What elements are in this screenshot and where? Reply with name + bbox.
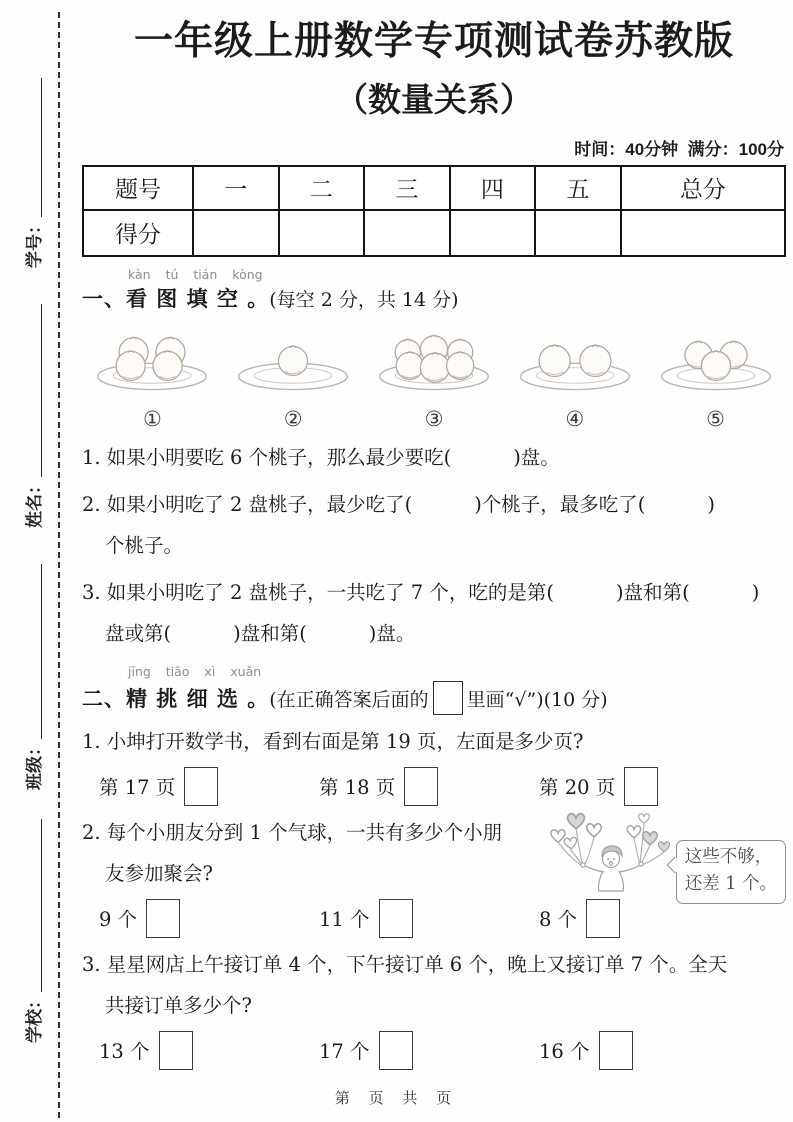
section-2-pinyin: jīng tiāo xì xuǎn: [128, 663, 262, 679]
question-text: 2. 每个小朋友分到 1 个气球，一共有多少个小朋: [82, 820, 503, 844]
answer-checkbox: [624, 767, 658, 806]
score-table-col: 五: [535, 166, 621, 210]
s1-question-3: [82, 572, 786, 654]
answer-checkbox: [159, 1031, 193, 1070]
answer-checkbox: [599, 1031, 633, 1070]
page-subtitle: （数量关系）: [335, 80, 533, 118]
question-text: 友参加聚会?: [105, 861, 213, 885]
option-label: 9 个: [99, 908, 138, 932]
section-1-pinyin: kàn tú tián kòng: [128, 266, 263, 282]
option: [99, 767, 319, 806]
fill-in-blank-line: [41, 78, 42, 217]
score-table-col: 二: [279, 166, 365, 210]
question-text: 共接订单多少个?: [105, 993, 252, 1017]
section-1-note: (每空 2 分，共 14 分): [269, 288, 459, 311]
answer-checkbox: [146, 899, 180, 938]
seal-field-name: [21, 304, 47, 528]
s2-question-3: [82, 944, 786, 1070]
seal-field-class: [21, 564, 47, 790]
score-cell: [193, 210, 279, 256]
seal-label: 学校：: [25, 992, 45, 1043]
score-table-corner: 题号: [83, 166, 193, 210]
score-cell: [535, 210, 621, 256]
section-2-note-before: (在正确答案后面的: [269, 688, 429, 711]
score-table-col: 一: [193, 166, 279, 210]
s1-question-1: [82, 437, 786, 478]
plate-number: ⑤: [706, 406, 725, 431]
paper-content: [82, 20, 786, 1074]
option-label: 8 个: [539, 908, 578, 932]
question-text: 1. 小坤打开数学书，看到右面是第 19 页，左面是多少页?: [82, 729, 584, 753]
score-cell: [364, 210, 450, 256]
peach-plate-drawing: [653, 325, 779, 393]
page-footer: 第 页 共 页: [334, 1089, 459, 1107]
question-text: 个桃子。: [105, 533, 184, 557]
option: [319, 1031, 539, 1070]
seal-field-student-id: [21, 78, 47, 268]
peach-plate: [223, 325, 364, 431]
option-label: 第 18 页: [319, 776, 396, 800]
peach-plate-drawing: [89, 325, 215, 393]
score-table-header-row: [83, 166, 785, 210]
option: [539, 1031, 633, 1070]
balloon-girl-drawing: [542, 804, 676, 910]
seal-label: 学号：: [25, 217, 45, 268]
plate-number: ①: [142, 406, 162, 431]
section-2-heading: 二、精 挑 细 选 。: [82, 685, 270, 711]
plate-number: ③: [424, 406, 444, 431]
option-label: 16 个: [539, 1040, 590, 1064]
option: [99, 1031, 319, 1070]
answer-checkbox: [379, 899, 413, 938]
score-table-col: 总分: [621, 166, 785, 210]
peach-plate-drawing: [230, 325, 356, 393]
s2-question-2: [82, 812, 786, 938]
s1-question-2: [82, 484, 786, 566]
inline-answer-box: [433, 681, 463, 715]
option: [319, 767, 539, 806]
answer-checkbox: [379, 1031, 413, 1070]
option: [319, 899, 539, 938]
page-title: 一年级上册数学专项测试卷苏教版: [133, 20, 734, 63]
score-table-col: 四: [450, 166, 536, 210]
section-2: [82, 665, 786, 715]
answer-checkbox: [404, 767, 438, 806]
peach-plate: [364, 325, 505, 431]
speech-text-line2: 还差 1 个。: [684, 873, 777, 894]
answer-options: [82, 1031, 786, 1070]
speech-bubble: [676, 840, 786, 904]
peach-plate: [645, 325, 786, 431]
s2-question-1: [82, 721, 786, 806]
plate-number: ④: [565, 406, 585, 431]
question-text: 2. 如果小明吃了 2 盘桃子，最少吃了( )个桃子，最多吃了( ): [82, 492, 716, 516]
seal-label: 班级：: [25, 739, 45, 790]
option-label: 11 个: [319, 908, 370, 932]
fill-in-blank-line: [41, 819, 42, 992]
peach-plates-figure: [82, 325, 786, 431]
peach-plate-drawing: [512, 325, 638, 393]
option: [99, 899, 319, 938]
seal-label: 姓名：: [25, 477, 45, 528]
question-text: 1. 如果小明要吃 6 个桃子，那么最少要吃( )盘。: [82, 445, 560, 469]
score-table-score-row: [83, 210, 785, 256]
score-cell: [279, 210, 365, 256]
peach-plate: [504, 325, 645, 431]
question-text: 3. 星星网店上午接订单 4 个，下午接订单 6 个，晚上又接订单 7 个。全天: [82, 952, 728, 976]
score-table: [82, 165, 786, 257]
question-text: 3. 如果小明吃了 2 盘桃子，一共吃了 7 个，吃的是第( )盘和第( ): [82, 580, 760, 604]
speech-text-line1: 这些不够，: [684, 846, 773, 867]
score-cell: [450, 210, 536, 256]
exam-meta: 时间：40分钟 满分：100分: [574, 139, 784, 159]
option-label: 第 17 页: [99, 776, 176, 800]
option-label: 13 个: [99, 1040, 150, 1064]
option-label: 第 20 页: [539, 776, 616, 800]
score-row-label: 得分: [83, 210, 193, 256]
seal-dashed-line: [58, 12, 60, 1118]
fill-in-blank-line: [41, 564, 42, 739]
answer-options: [82, 767, 786, 806]
option: [539, 767, 658, 806]
peach-plate-drawing: [371, 325, 497, 393]
balloon-illustration: [542, 804, 788, 914]
question-text: 盘或第( )盘和第( )盘。: [105, 621, 416, 645]
score-cell: [621, 210, 785, 256]
section-1-heading: 一、看 图 填 空 。: [82, 285, 270, 311]
fill-in-blank-line: [41, 304, 42, 477]
plate-number: ②: [283, 406, 303, 431]
section-2-note-after: 里画“√”)(10 分): [466, 688, 608, 711]
seal-field-school: [21, 819, 47, 1043]
section-1: [82, 268, 786, 315]
score-table-col: 三: [364, 166, 450, 210]
answer-checkbox: [184, 767, 218, 806]
option-label: 17 个: [319, 1040, 370, 1064]
peach-plate: [82, 325, 223, 431]
